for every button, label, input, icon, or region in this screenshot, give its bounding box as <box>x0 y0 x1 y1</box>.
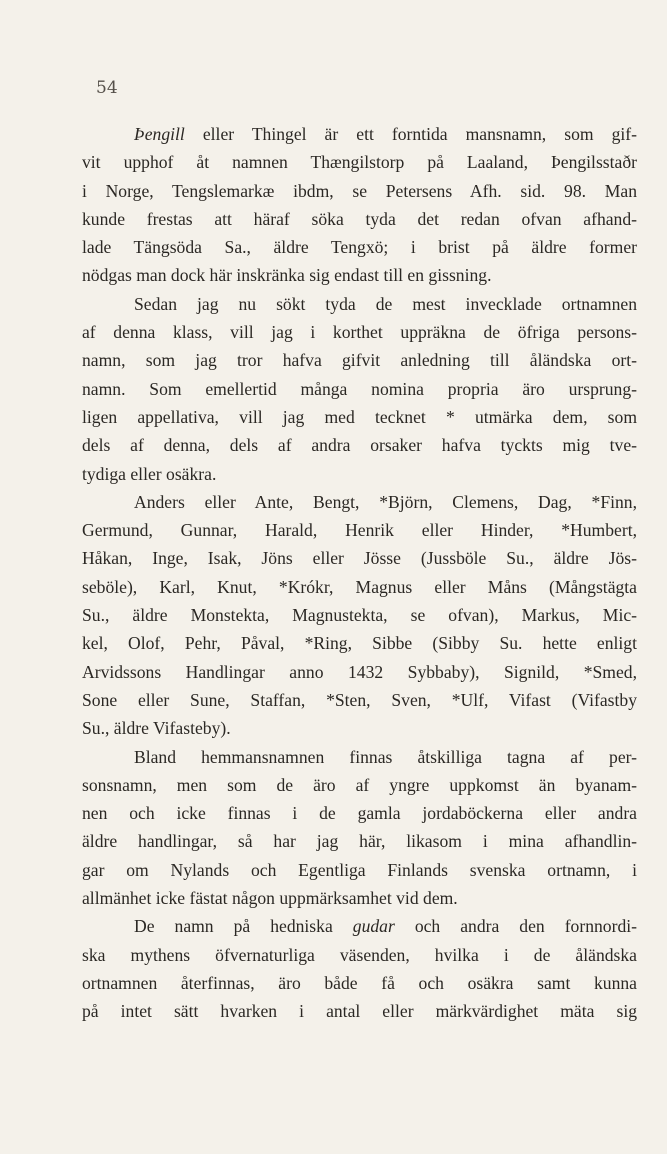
text-segment: dels af denna, dels af andra orsaker hafva tyckts mig tve- <box>82 435 637 456</box>
text-segment: Håkan, Inge, Isak, Jöns eller Jösse (Jussböle Su., äldre Jös- <box>82 548 637 569</box>
text-segment: allmänhet icke fästat någon uppmärksamhet vid dem. <box>82 888 458 909</box>
text-line <box>82 431 637 459</box>
text-line <box>82 148 637 176</box>
text-line <box>82 714 637 742</box>
text-segment: Bland hemmansnamnen finnas åtskilliga tagna af per- <box>134 746 637 767</box>
text-line <box>82 290 637 318</box>
text-segment: De namn på hedniska <box>134 916 353 937</box>
text-segment: Arvidssons Handlingar anno 1432 Sybbaby), Signild, *Smed, <box>82 661 637 682</box>
text-segment: Su., äldre Monstekta, Magnustekta, se ofvan), Markus, Mic- <box>82 605 637 626</box>
body-text <box>82 120 637 1026</box>
text-line <box>82 827 637 855</box>
text-segment: namn, som jag tror hafva gifvit anledning till åländska ort- <box>82 350 637 371</box>
text-line <box>82 544 637 572</box>
text-segment: sonsnamn, men som de äro af yngre uppkomst än byanam- <box>82 774 637 795</box>
text-segment: Germund, Gunnar, Harald, Henrik eller Hinder, *Humbert, <box>82 520 637 541</box>
text-segment: Sone eller Sune, Staffan, *Sten, Sven, *Ulf, Vifast (Vifastby <box>82 689 637 710</box>
text-segment: namn. Som emellertid många nomina propria äro ursprung- <box>82 378 637 399</box>
text-line <box>82 941 637 969</box>
text-segment: nödgas man dock här inskränka sig endast till en gissning. <box>82 265 492 286</box>
text-segment: eller Thingel är ett forntida mansnamn, som gif- <box>184 124 637 144</box>
text-line <box>82 120 637 148</box>
text-segment: vit upphof åt namnen Thængilstorp på Laaland, Þengilsstaðr <box>82 152 637 173</box>
text-segment: på intet sätt hvarken i antal eller märkvärdighet mäta sig <box>82 1001 637 1022</box>
text-line <box>82 686 637 714</box>
text-line <box>82 771 637 799</box>
text-line <box>82 516 637 544</box>
text-segment: af denna klass, vill jag i korthet uppräkna de öfriga persons- <box>82 322 637 343</box>
text-line <box>82 856 637 884</box>
text-segment: gar om Nylands och Egentliga Finlands svenska ortnamn, i <box>82 859 637 880</box>
text-segment: och andra den fornnordi- <box>394 916 638 937</box>
text-segment: Sedan jag nu sökt tyda de mest invecklade ortnamnen <box>134 293 637 314</box>
text-line <box>82 799 637 827</box>
text-segment: seböle), Karl, Knut, *Krókr, Magnus eller Måns (Mångstägta <box>82 576 637 597</box>
text-line <box>82 318 637 346</box>
text-line <box>82 177 637 205</box>
text-segment: lade Tängsöda Sa., äldre Tengxö; i brist på äldre former <box>82 237 637 258</box>
text-segment: ortnamnen återfinnas, äro både få och osäkra samt kunna <box>82 972 637 993</box>
text-line <box>82 233 637 261</box>
page-number: 54 <box>96 78 118 98</box>
text-line <box>82 743 637 771</box>
italic-text: gudar <box>352 916 395 937</box>
text-line <box>82 658 637 686</box>
text-segment: ligen appellativa, vill jag med tecknet * utmärka dem, som <box>82 406 637 427</box>
text-line <box>82 884 637 912</box>
text-line <box>82 488 637 516</box>
italic-text: Þengill <box>134 124 185 144</box>
text-line <box>82 403 637 431</box>
text-segment: ska mythens öfvernaturliga väsenden, hvilka i de åländska <box>82 944 637 965</box>
text-segment: nen och icke finnas i de gamla jordaböckerna eller andra <box>82 803 637 824</box>
text-segment: kel, Olof, Pehr, Påval, *Ring, Sibbe (Sibby Su. hette enligt <box>82 633 637 654</box>
text-line <box>82 375 637 403</box>
text-line <box>82 912 637 940</box>
text-segment: tydiga eller osäkra. <box>82 463 217 484</box>
text-line <box>82 969 637 997</box>
text-line <box>82 573 637 601</box>
text-segment: äldre handlingar, så har jag här, likasom i mina afhandlin- <box>82 831 637 852</box>
text-line <box>82 261 637 289</box>
text-segment: kunde frestas att häraf söka tyda det redan ofvan afhand- <box>82 208 637 229</box>
text-line <box>82 205 637 233</box>
text-line <box>82 629 637 657</box>
text-segment: i Norge, Tengslemarkæ ibdm, se Petersens Afh. sid. 98. Man <box>82 180 637 201</box>
text-line <box>82 997 637 1025</box>
text-line <box>82 460 637 488</box>
text-segment: Su., äldre Vifasteby). <box>82 718 231 739</box>
text-line <box>82 346 637 374</box>
text-segment: Anders eller Ante, Bengt, *Björn, Clemens, Dag, *Finn, <box>134 491 637 512</box>
text-line <box>82 601 637 629</box>
